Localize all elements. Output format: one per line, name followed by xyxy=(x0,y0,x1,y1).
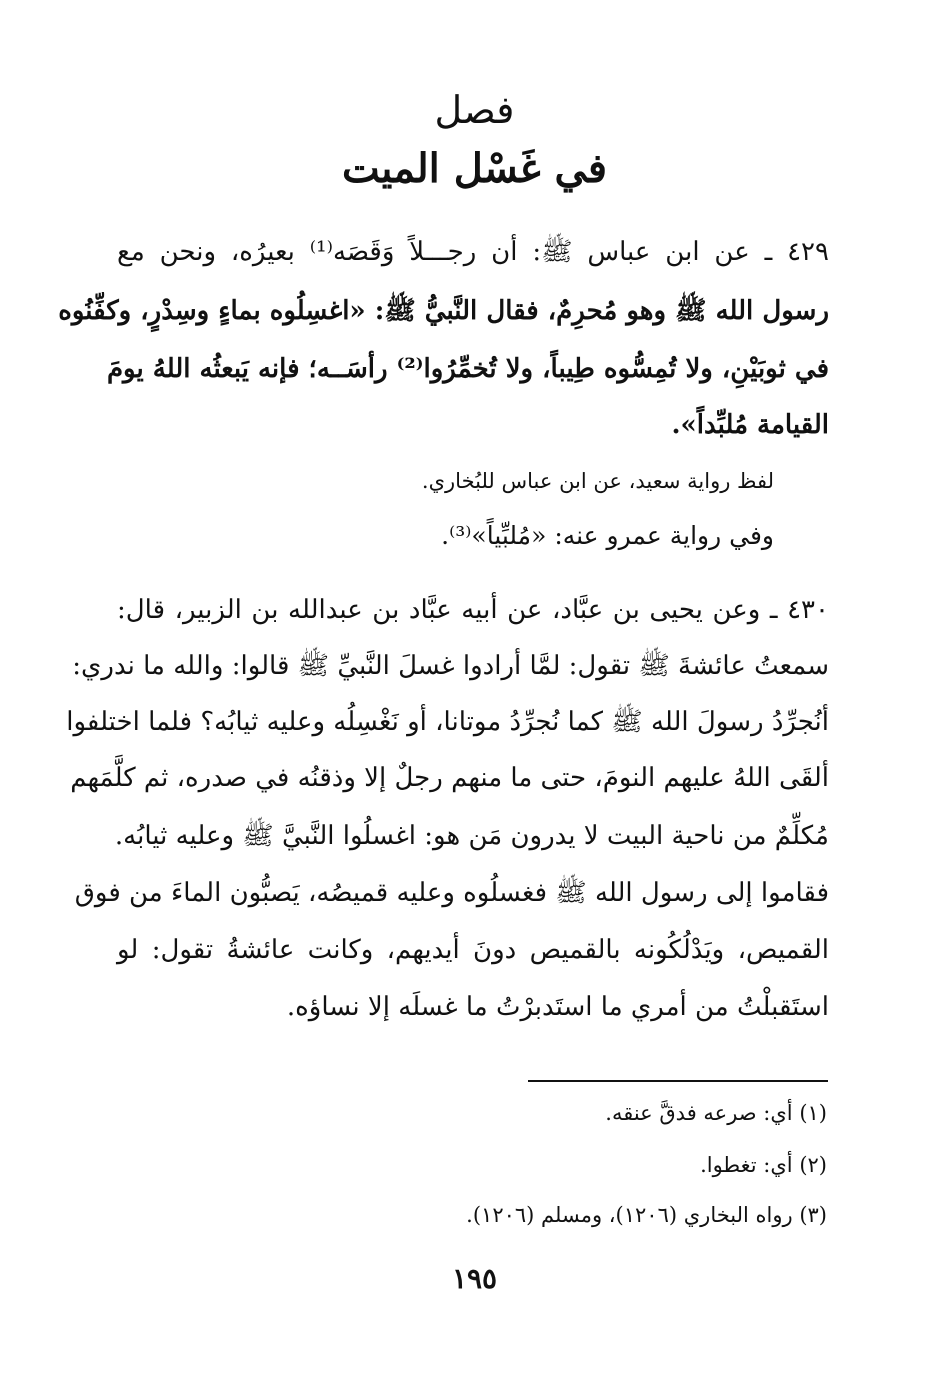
hadith-430-line-5: مُكلِّمٌ من ناحية البيت لا يدرون مَن هو: اغسلُوا النَّبيَّ ﷺ وعليه ثيابُه. xyxy=(114,821,829,851)
hadith-430-line-8: استَقبلْتُ من أمري ما استَدبرْتُ ما غسلَه إلا نساؤه. xyxy=(286,992,829,1022)
hadith-430-line-7: القميص، ويَدْلُكُونه بالقميص دونَ أيديهم، وكانت عائشةُ تقول: لو xyxy=(117,935,829,965)
hadith-430-line-6: فقاموا إلى رسول الله ﷺ فغسلُوه وعليه قميصُه، يَصبُّون الماءَ من فوق xyxy=(74,878,829,908)
narration-note-2: وفي رواية عمرو عنه: «مُلبِّياً»⁽³⁾. xyxy=(441,521,774,550)
hadith-430-line-3: أنُجرِّدُ رسولَ الله ﷺ كما نُجرِّدُ موتانا، أو نَغْسِلُه وعليه ثيابُه؟ فلما اختلفوا xyxy=(66,707,829,737)
section-heading: فصل xyxy=(434,88,515,132)
hadith-430-line-2: سمعتُ عائشةَ ﷺ تقول: لمَّا أرادوا غسلَ النَّبيِّ ﷺ قالوا: والله ما ندري: xyxy=(72,651,829,681)
narration-note-1: لفظ رواية سعيد، عن ابن عباس للبُخاري. xyxy=(421,469,774,493)
page-number: ١٩٥ xyxy=(451,1262,498,1295)
footnote-2: (٢) أي: تغطوا. xyxy=(700,1153,827,1177)
hadith-429-line-4: القيامة مُلبِّداً». xyxy=(671,410,829,440)
footnote-divider xyxy=(528,1080,828,1082)
chapter-title: في غَسْل الميت xyxy=(342,145,607,192)
hadith-429-line-3: في ثوبَيْنِ، ولا تُمِسُّوه طِيباً، ولا تُخمِّرُوا⁽²⁾ رأسَــه؛ فإنه يَبعثُه اللهُ يومَ xyxy=(106,354,829,384)
hadith-429-line-2: رسول الله ﷺ وهو مُحرِمٌ، فقال النَّبيُّ ﷺ: «اغسِلُوه بماءٍ وسِدْرٍ، وكفِّنُوه xyxy=(58,296,829,326)
footnote-3: (٣) رواه البخاري (١٢٠٦)، ومسلم (١٢٠٦). xyxy=(466,1203,827,1227)
hadith-430-line-4: ألقَى اللهُ عليهم النومَ، حتى ما منهم رجلٌ إلا وذقنُه في صدره، ثم كلَّمَهم xyxy=(70,763,829,793)
hadith-430-line-1: ٤٣٠ ـ وعن يحيى بن عبَّاد، عن أبيه عبَّاد بن عبدالله بن الزبير، قال: xyxy=(117,595,829,625)
footnote-1: (١) أي: صرعه فدقَّ عنقه. xyxy=(605,1101,827,1125)
hadith-429-line-1: ٤٢٩ ـ عن ابن عباس ﷺ: أن رجـــلاً وَقَصَه⁽¹⁾ بعيرُه، ونحن مع xyxy=(117,237,829,267)
